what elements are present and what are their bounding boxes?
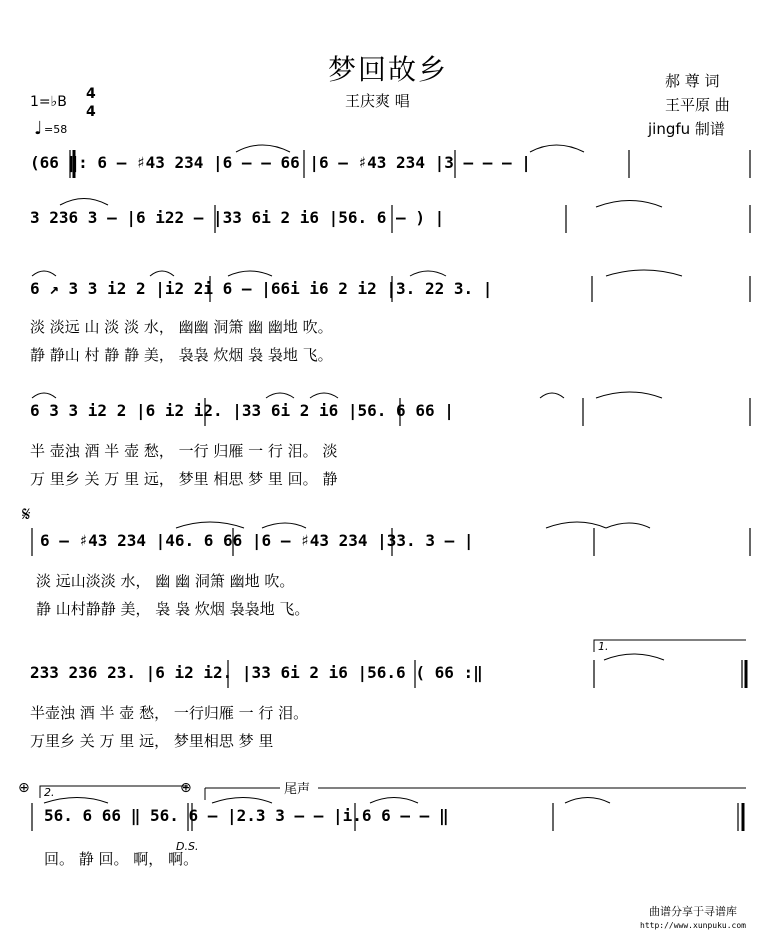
time-signature-top: 4 — [86, 86, 96, 102]
lyrics-row-6-verse-2: 万里乡 关 万 里 远， 梦里相思 梦 里 — [30, 732, 274, 750]
song-title: 梦回故乡 — [327, 53, 448, 86]
notation-row-4: 6 3 3 i2 2 |6 i2 i2. |33 6i 2 i6 |56. 6 66 | — [30, 401, 454, 420]
lyricist-credit: 郝 尊 词 — [665, 72, 720, 90]
first-ending-label: 1. — [598, 640, 609, 653]
coda-section-label: 尾声 — [284, 782, 311, 797]
lyrics-row-7-verse-1: 回。 静 回。 啊， 啊。 — [44, 850, 199, 868]
notation-row-1: (66 ‖: 6 – ♯43 234 |6 – – 66 |6 – ♯43 234 |3 – – – | — [30, 153, 531, 172]
notation-row-3: 6 ↗ 3 3 i2 2 |i2 2i 6 – |66i i6 2 i2 |3. 22 3. | — [30, 279, 493, 298]
footer-watermark — [618, 903, 768, 933]
lyrics-row-4-verse-1: 半 壶浊 酒 半 壶 愁， 一行 归雁 一 行 泪。 淡 — [30, 442, 338, 460]
lyrics-row-4-verse-2: 万 里乡 关 万 里 远， 梦里 相思 梦 里 回。 静 — [30, 470, 338, 488]
lyrics-row-3-verse-1: 淡 淡远 山 淡 淡 水， 幽幽 洞箫 幽 幽地 吹。 — [30, 318, 333, 336]
time-signature-bottom: 4 — [86, 104, 96, 120]
composer-credit: 王平原 曲 — [665, 96, 730, 114]
lyrics-row-6-verse-1: 半壶浊 酒 半 壶 愁， 一行归雁 一 行 泪。 — [30, 704, 309, 722]
tempo-marking: =58 — [44, 123, 68, 136]
notation-row-7: 56. 6 66 ‖ 56. 6 – |2.3 3 – – |i.6 6 – – ‖ — [44, 806, 449, 825]
notation-row-2: 3 236 3 – |6 i22 – |33 6i 2 i6 |56. 6 – ) | — [30, 208, 445, 227]
coda-sign-1: ⊕ — [18, 780, 30, 796]
quarter-note-icon: ♩ — [34, 118, 43, 139]
lyrics-row-3-verse-2: 静 静山 村 静 静 美， 袅袅 炊烟 袅 袅地 飞。 — [30, 346, 333, 364]
engraver-credit: jingfu 制谱 — [648, 120, 725, 138]
footer-site-name: 曲谱分享于寻谱库 — [649, 905, 737, 918]
notation-row-6: 233 236 23. |6 i2 i2. |33 6i 2 i6 |56.6 ( 66 :‖ — [30, 663, 483, 682]
lyrics-row-5-verse-2: 静 山村静静 美， 袅 袅 炊烟 袅袅地 飞。 — [36, 600, 310, 618]
segno-sign: 𝄋 — [22, 502, 31, 526]
notation-row-5: 6 – ♯43 234 |46. 6 66 |6 – ♯43 234 |33. 3 – | — [40, 531, 474, 550]
second-ending-label: 2. — [44, 786, 55, 799]
footer-url: http://www.xunpuku.com — [640, 921, 746, 930]
coda-sign-2: ⊕ — [180, 780, 192, 796]
dal-segno-mark: D.S. — [176, 840, 199, 853]
singer-credit: 王庆爽 唱 — [345, 92, 410, 110]
key-signature: 1=♭B — [30, 94, 67, 110]
lyrics-row-5-verse-1: 淡 远山淡淡 水， 幽 幽 洞箫 幽地 吹。 — [36, 572, 295, 590]
